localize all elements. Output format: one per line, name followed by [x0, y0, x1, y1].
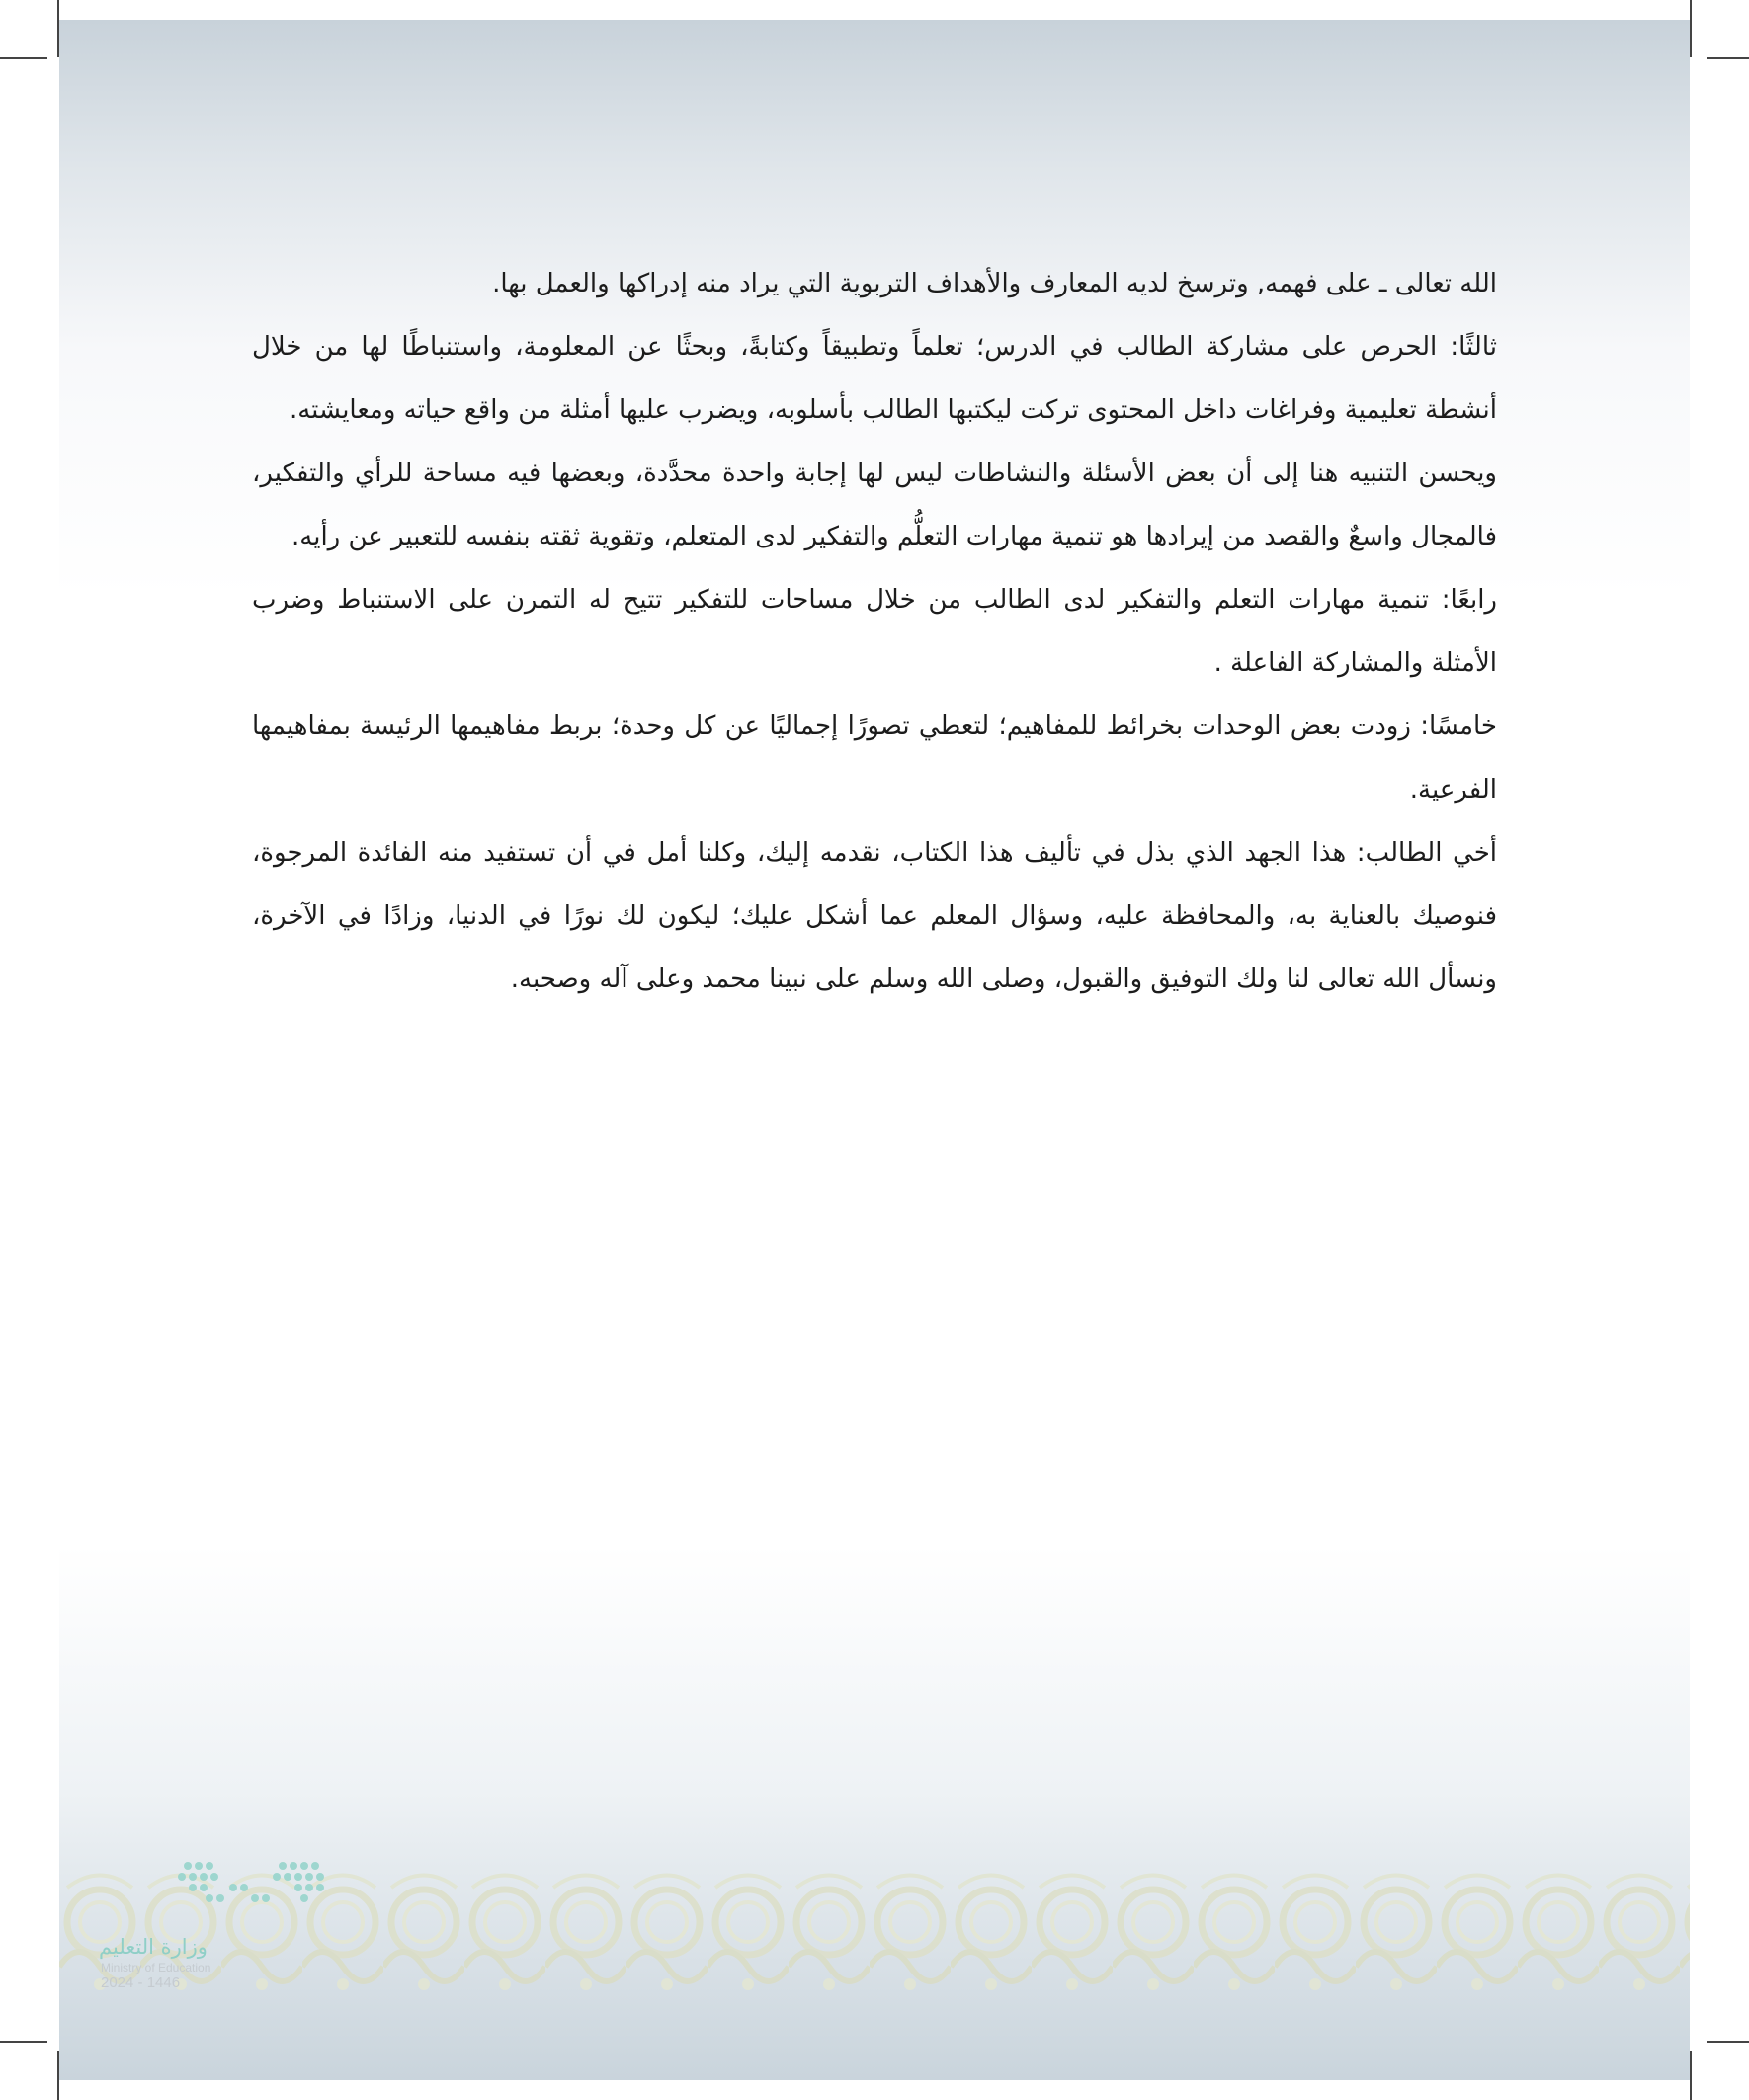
ministry-logo-name: وزارة التعليم	[99, 1935, 208, 1959]
crop-mark-top-right-h	[1707, 57, 1749, 59]
ministry-logo-year: 2024 - 1446	[101, 1974, 181, 1991]
crop-mark-bottom-right-v	[1690, 2051, 1692, 2100]
paragraph-fourth: رابعًا: تنمية مهارات التعلم والتفكير لدى الطالب من خلال مساحات للتفكير تتيح له التمرن على الاستنباط وضرب الأمثلة والمشاركة الفاعلة .	[252, 585, 1497, 678]
paragraph-intro-end: الله تعالى ـ على فهمه, وترسخ لديه المعارف والأهداف التربوية التي يراد منه إدراكها والعمل بها.	[492, 269, 1497, 298]
body-text	[252, 252, 1497, 1011]
paragraph-fifth: خامسًا: زودت بعض الوحدات بخرائط للمفاهيم؛ لتعطي تصورًا إجماليًا عن كل وحدة؛ بربط مفاهيمها الرئيسة بمفاهيمها الفرعية.	[252, 712, 1497, 804]
crop-mark-top-right-v	[1690, 0, 1692, 57]
paragraph-closing: أخي الطالب: هذا الجهد الذي بذل في تأليف هذا الكتاب، نقدمه إليك، وكلنا أمل في أن تستفيد منه الفائدة المرجوة، فنوصيك بالعناية به، والمحافظة عليه، وسؤال المعلم عما أشكل عليك؛ ليكون لك نورًا في الدنيا، وزادًا في الآخرة، ونسأل الله تعالى لنا ولك التوفيق والقبول، وصلى الله وسلم على نبينا محمد وعلى آله وصحبه.	[252, 838, 1497, 994]
crop-mark-bottom-left-h	[0, 2041, 47, 2043]
crop-mark-bottom-right-h	[1707, 2041, 1749, 2043]
paragraph-third: ثالثًا: الحرص على مشاركة الطالب في الدرس؛ تعلماً وتطبيقاً وكتابةً، وبحثًا عن المعلومة، واستنباطًا لها من خلال أنشطة تعليمية وفراغات داخل المحتوى تركت ليكتبها الطالب بأسلوبه، ويضرب عليها أمثلة من واقع حياته ومعايشته.	[252, 332, 1497, 425]
ministry-logo-subtitle: Ministry of Education	[101, 1961, 211, 1974]
paragraph-note: ويحسن التنبيه هنا إلى أن بعض الأسئلة والنشاطات ليس لها إجابة واحدة محدَّدة، وبعضها فيه مساحة للرأي والتفكير، فالمجال واسعٌ والقصد من إيرادها هو تنمية مهارات التعلُّم والتفكير لدى المتعلم، وتقوية ثقته بنفسه للتعبير عن رأيه.	[252, 459, 1497, 551]
crop-mark-top-left-h	[0, 57, 47, 59]
crop-mark-bottom-left-v	[57, 2051, 59, 2100]
crop-mark-top-left-v	[57, 0, 59, 57]
